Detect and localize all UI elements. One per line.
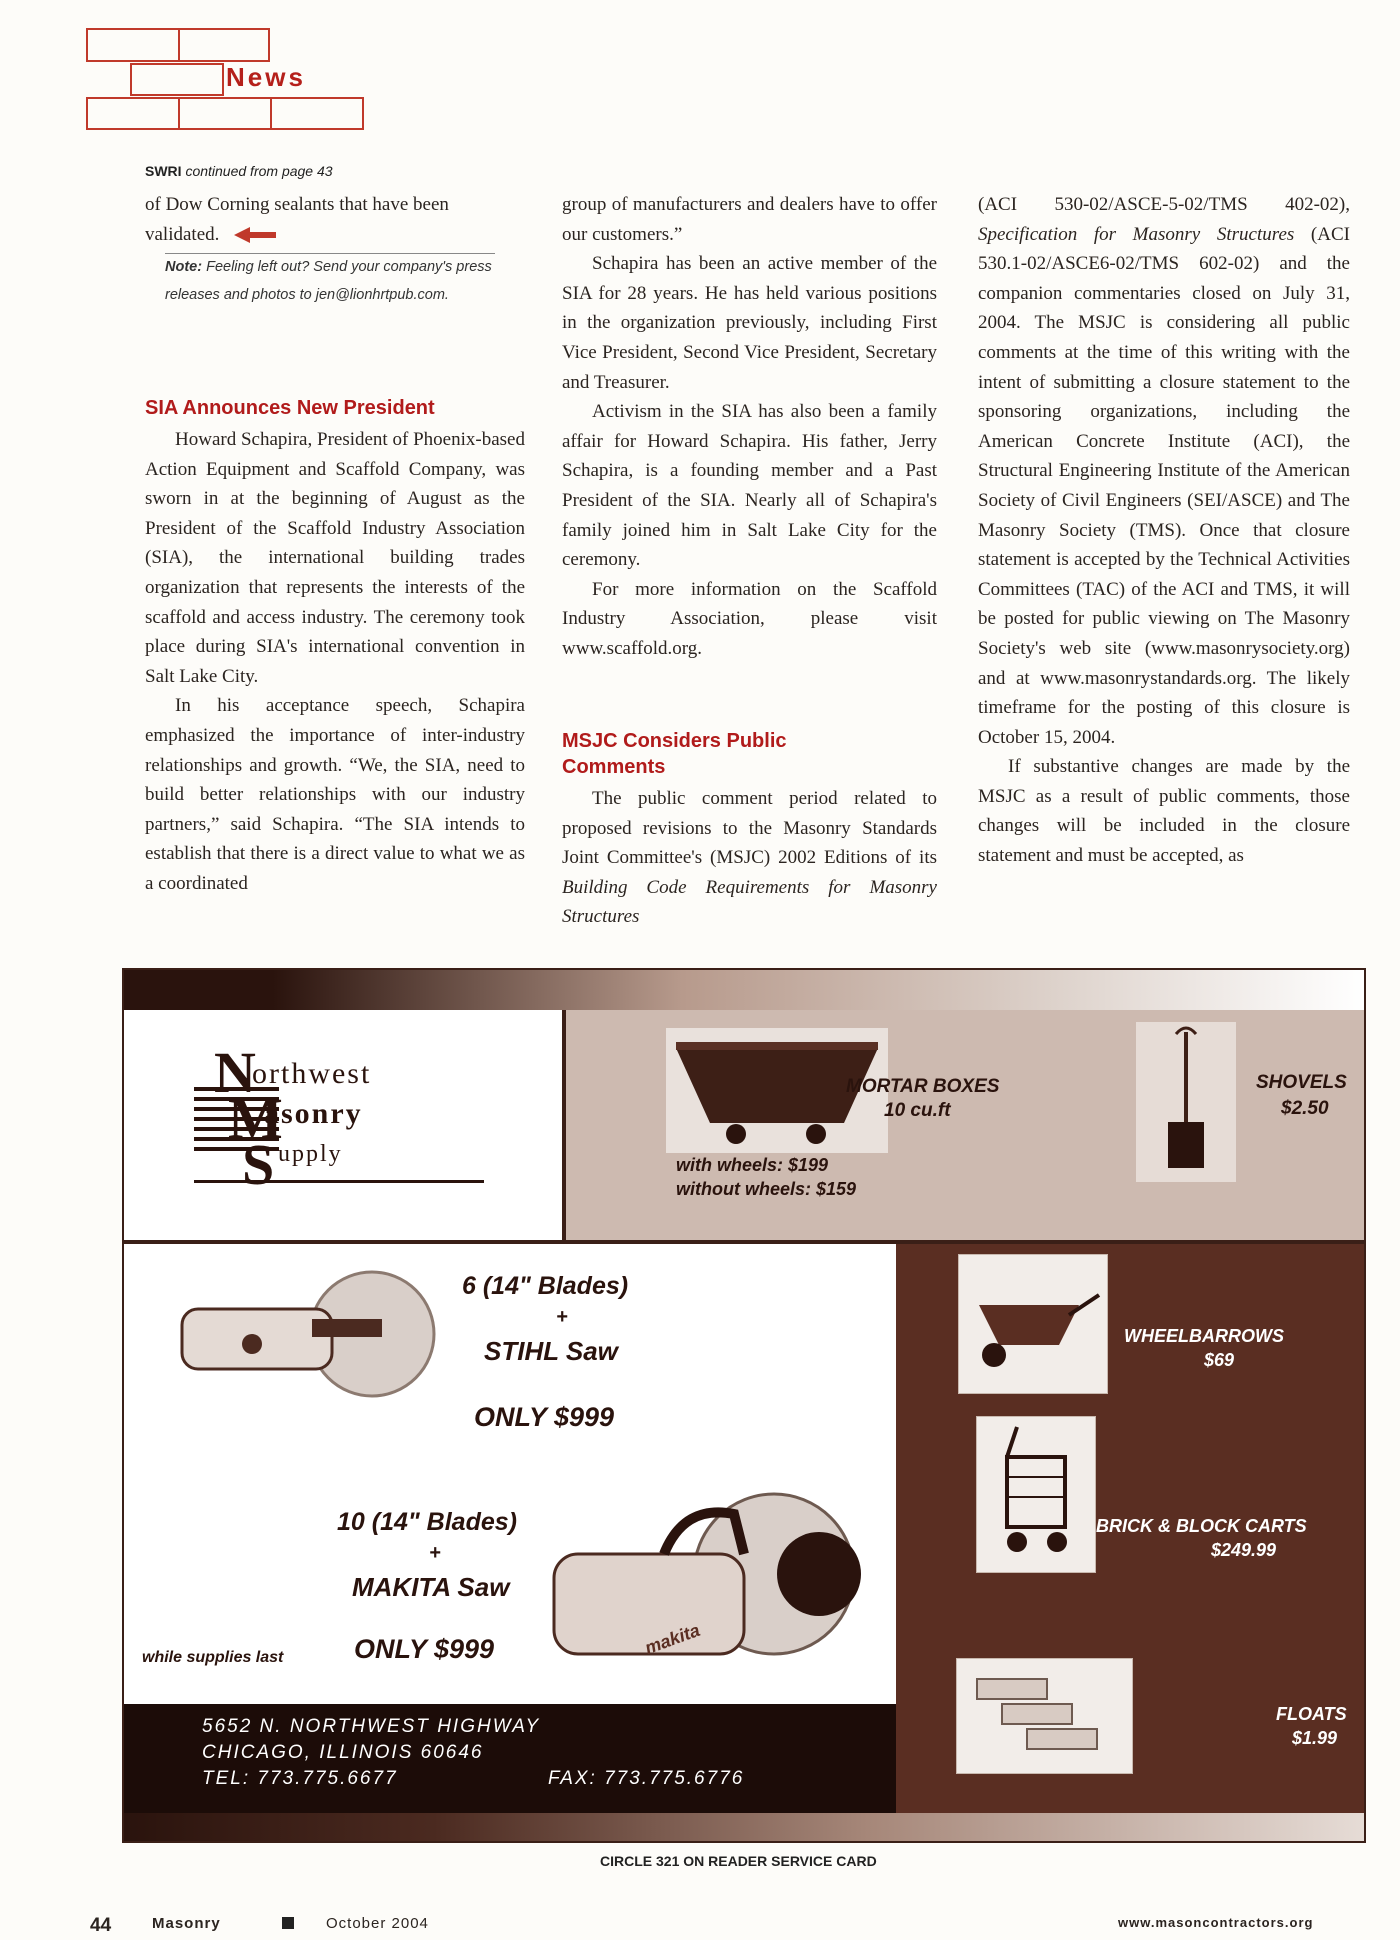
sia-article-col2: [562, 190, 937, 664]
end-arrow-icon: [234, 227, 278, 243]
wheelbarrows-price: $69: [1204, 1350, 1235, 1370]
makita-saw-label: MAKITA Saw: [352, 1572, 510, 1602]
phone-number: TEL: 773.775.6677: [202, 1768, 398, 1789]
products-panel: [896, 1244, 1364, 1817]
publication-title: Specification for Masonry Structures: [978, 223, 1295, 245]
sia-headline: SIA Announces New President: [145, 397, 435, 419]
kicker-tag: SWRI: [145, 163, 182, 179]
continued-kicker: [145, 163, 333, 179]
ad-top-bar: [124, 970, 1364, 1010]
makita-saw-image: [544, 1484, 864, 1684]
floats-image: [956, 1658, 1133, 1774]
wheelbarrow-image: [958, 1254, 1108, 1394]
note-label: Note:: [165, 259, 203, 275]
note-text: Feeling left out? Send your company's press releases and photos to jen@lionhrtpub.com.: [165, 259, 492, 303]
mortar-size: 10 cu.ft: [884, 1100, 951, 1121]
sia-article-col1: [145, 425, 525, 899]
shovel-image: [1136, 1022, 1236, 1182]
article-text: (ACI 530-02/ASCE-5-02/TMS 402-02),: [978, 194, 1350, 215]
mortar-price-without-wheels: without wheels: $159: [676, 1179, 857, 1199]
northwest-masonry-supply-ad: [122, 968, 1366, 1843]
carts-title: BRICK & BLOCK CARTS: [1096, 1516, 1307, 1536]
footer-square-icon: [282, 1917, 294, 1929]
stihl-plus: +: [556, 1306, 568, 1328]
logo-letter: N: [214, 1040, 256, 1105]
makita-price: ONLY $999: [354, 1634, 495, 1664]
publication-title: Building Code Requirements for Masonry Structures: [562, 876, 937, 928]
fax-number: FAX: 773.775.6776: [548, 1768, 745, 1789]
stihl-saw-label: STIHL Saw: [484, 1336, 618, 1366]
shovels-price: $2.50: [1281, 1098, 1329, 1119]
address-city: CHICAGO, ILLINOIS 60646: [202, 1742, 484, 1763]
article-paragraph: group of manufacturers and dealers have to offer our customers.”: [562, 194, 937, 245]
article-paragraph: [562, 784, 937, 932]
article-paragraph: If substantive changes are made by the MSJC as a result of public comments, those changes will be included in the closure statement and must be accepted, as: [978, 756, 1350, 867]
magazine-name: Masonry: [152, 1915, 221, 1932]
stihl-price: ONLY $999: [474, 1402, 615, 1432]
article-paragraph: Schapira has been an active member of the SIA for 28 years. He has held various positions in the organization previously, including First Vice President, Second Vice President, Secretary and Treasurer.: [562, 253, 937, 393]
makita-brand: makita: [642, 1619, 703, 1659]
article-text: (ACI 530.1-02/ASCE6-02/TMS 602-02) and the companion commentaries closed on July 31, 2004. The MSJC is considering all public comments at the time of this writing with the intent of submitting a closure statement to the sponsoring organizations, including the American Concrete Institute (ACI), the Structural Engineering Institute of the American Society of Civil Engineers (SEI/ASCE) and The Masonry Society (TMS). Once that closure statement is accepted by the Technical Activities Committees (TAC) of the ACI and TMS, it will be posted for public viewing on The Masonry Society's web site (www.masonrysociety.org) and at www.masonrystandards.org. The likely timeframe for the posting of this closure is October 15, 2004.: [978, 223, 1350, 748]
while-supplies-last: while supplies last: [142, 1649, 284, 1666]
brick-cart-image: [976, 1416, 1096, 1573]
page-number: 44: [90, 1915, 112, 1936]
article-paragraph: Howard Schapira, President of Phoenix-based Action Equipment and Scaffold Company, was sworn in at the beginning of August as the President of the Scaffold Industry Association (SIA), the international building trades organization that represents the interests of the scaffold and access industry. The ceremony took place during SIA's international convention in Salt Lake City.: [145, 429, 525, 687]
article-paragraph: Activism in the SIA has also been a family affair for Howard Schapira. His father, Jerry Schapira, is a founding member and a Past President of the SIA. Nearly all of Schapira's family joined him in Salt Lake City for the ceremony.: [562, 401, 937, 571]
saws-panel: [124, 1244, 896, 1704]
address-panel: [124, 1704, 896, 1817]
carts-price: $249.99: [1211, 1540, 1277, 1560]
floats-price: $1.99: [1292, 1728, 1338, 1748]
logo-northwest: orthwest: [252, 1057, 372, 1090]
logo-panel: [124, 1010, 566, 1240]
logo-supply: upply: [278, 1141, 343, 1167]
article-paragraph: For more information on the Scaffold Industry Association, please visit www.scaffold.org.: [562, 578, 937, 659]
logo-letter: M: [228, 1086, 283, 1151]
submission-note: [165, 253, 500, 309]
shovels-title: SHOVELS: [1256, 1072, 1347, 1093]
mortar-shovel-panel: [566, 1010, 1364, 1240]
website-url: www.masoncontractors.org: [1118, 1915, 1314, 1930]
logo-letter: S: [242, 1132, 275, 1197]
article-paragraph: [978, 190, 1350, 752]
kicker-text: continued from page 43: [185, 163, 333, 179]
logo-masonry: asonry: [264, 1097, 363, 1130]
msjc-article-col3: [978, 190, 1350, 871]
stihl-saw-image: [162, 1264, 442, 1404]
reader-service-note: CIRCLE 321 ON READER SERVICE CARD: [600, 1853, 877, 1869]
continued-text: of Dow Corning sealants that have been validated.: [145, 194, 449, 245]
makita-plus: +: [429, 1542, 441, 1564]
continued-text-block: [145, 190, 520, 249]
msjc-headline: MSJC Considers Public Comments: [562, 730, 787, 778]
article-text: The public comment period related to proposed revisions to the Masonry Standards Joint Committee's (MSJC) 2002 Editions of its: [562, 788, 937, 869]
mortar-title: MORTAR BOXES: [846, 1076, 1000, 1097]
stihl-blades: 6 (14" Blades): [462, 1272, 629, 1300]
makita-blades: 10 (14" Blades): [337, 1508, 517, 1536]
msjc-article-col2: [562, 784, 937, 932]
wheelbarrows-title: WHEELBARROWS: [1124, 1326, 1284, 1346]
address-street: 5652 N. NORTHWEST HIGHWAY: [202, 1716, 541, 1737]
mortar-price-with-wheels: with wheels: $199: [676, 1155, 829, 1175]
article-paragraph: In his acceptance speech, Schapira emphasized the importance of inter-industry relationships and growth. “We, the SIA, need to build better relationships with our industry partners,” said Schapira. “The SIA intends to establish that there is a direct value to what we as a coordinated: [145, 695, 525, 894]
ad-bottom-bar: [124, 1813, 1364, 1841]
floats-title: FLOATS: [1276, 1704, 1347, 1724]
section-title: News: [226, 62, 306, 92]
issue-date: October 2004: [326, 1915, 429, 1932]
